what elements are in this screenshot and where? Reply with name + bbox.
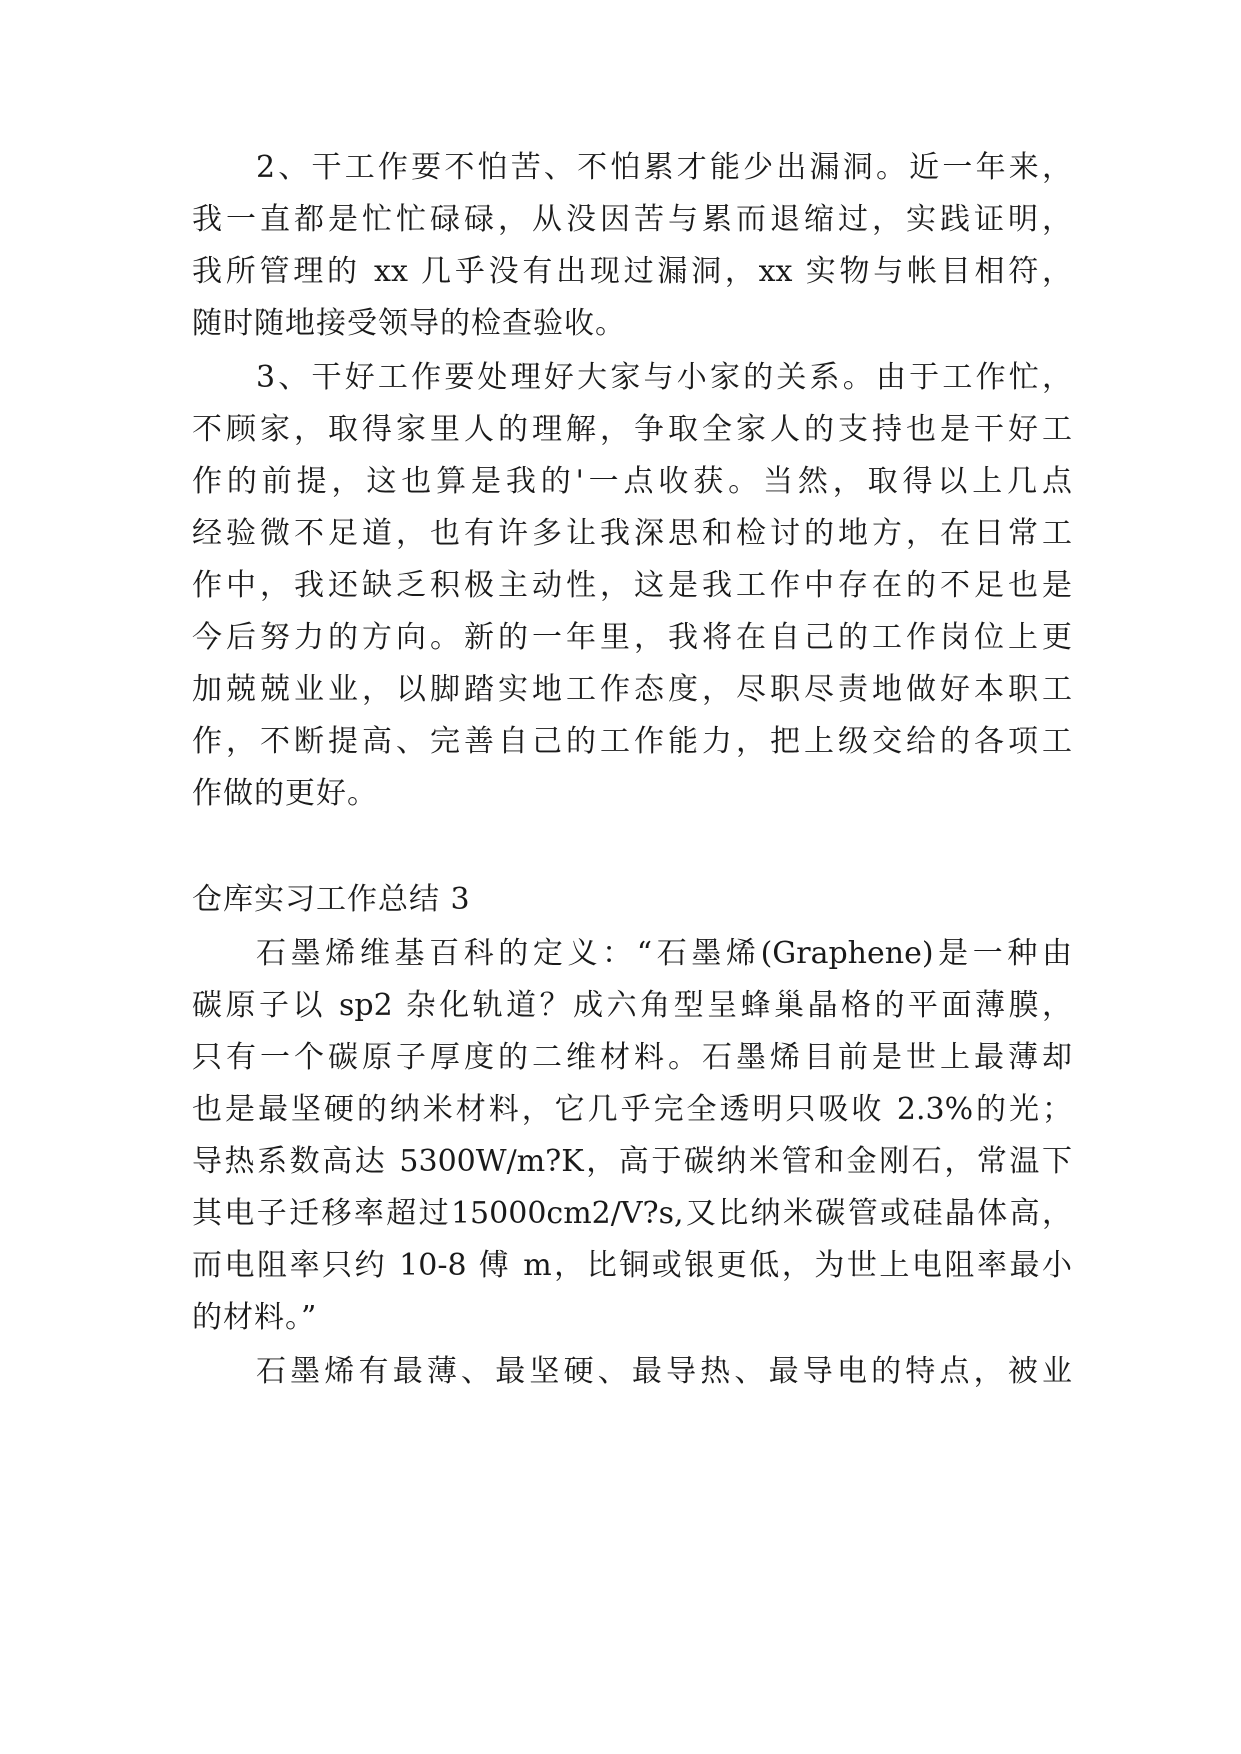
paragraph-3-line-7: 加兢兢业业，以脚踏实地工作态度，尽职尽责地做好本职工 [192, 672, 1072, 707]
paragraph-3-line-9: 作做的更好。 [192, 776, 378, 811]
paragraph-3-line-2: 不顾家，取得家里人的理解，争取全家人的支持也是干好工 [192, 412, 1072, 447]
paragraph-3-line-5: 作中，我还缺乏积极主动性，这是我工作中存在的不足也是 [192, 568, 1072, 603]
graphene-line-4: 也是最坚硬的纳米材料，它几乎完全透明只吸收 2.3%的光； [192, 1092, 1072, 1127]
graphene-line-8: 的材料。” [192, 1300, 318, 1335]
graphene-line-3: 只有一个碳原子厚度的二维材料。石墨烯目前是世上最薄却 [192, 1040, 1072, 1075]
paragraph-3-line-3: 作的前提，这也算是我的'一点收获。当然，取得以上几点 [192, 464, 1072, 499]
graphene-line-5: 导热系数高达 5300W/m?K，高于碳纳米管和金刚石，常温下 [192, 1144, 1072, 1179]
last-paragraph-line-1: 石墨烯有最薄、最坚硬、最导热、最导电的特点，被业 [256, 1354, 1072, 1389]
graphene-line-6: 其电子迁移率超过15000cm2/V?s,又比纳米碳管或硅晶体高， [192, 1196, 1072, 1231]
paragraph-2-line-2: 我一直都是忙忙碌碌，从没因苦与累而退缩过，实践证明， [192, 202, 1072, 237]
paragraph-3-line-8: 作，不断提高、完善自己的工作能力，把上级交给的各项工 [192, 724, 1072, 759]
graphene-line-1: 石墨烯维基百科的定义：“石墨烯(Graphene)是一种由 [256, 936, 1072, 971]
paragraph-3-line-4: 经验微不足道，也有许多让我深思和检讨的地方，在日常工 [192, 516, 1072, 551]
paragraph-2-line-4: 随时随地接受领导的检查验收。 [192, 306, 626, 341]
paragraph-2-line-1: 2、干工作要不怕苦、不怕累才能少出漏洞。近一年来， [256, 150, 1072, 185]
section-heading: 仓库实习工作总结 3 [192, 882, 471, 917]
graphene-line-7: 而电阻率只约 10-8 傅 m，比铜或银更低，为世上电阻率最小 [192, 1248, 1072, 1283]
paragraph-3-line-1: 3、干好工作要处理好大家与小家的关系。由于工作忙， [256, 360, 1072, 395]
paragraph-2-line-3: 我所管理的 xx 几乎没有出现过漏洞，xx 实物与帐目相符， [192, 254, 1072, 289]
paragraph-3-line-6: 今后努力的方向。新的一年里，我将在自己的工作岗位上更 [192, 620, 1072, 655]
graphene-line-2: 碳原子以 sp2 杂化轨道？成六角型呈蜂巢晶格的平面薄膜， [192, 988, 1072, 1023]
